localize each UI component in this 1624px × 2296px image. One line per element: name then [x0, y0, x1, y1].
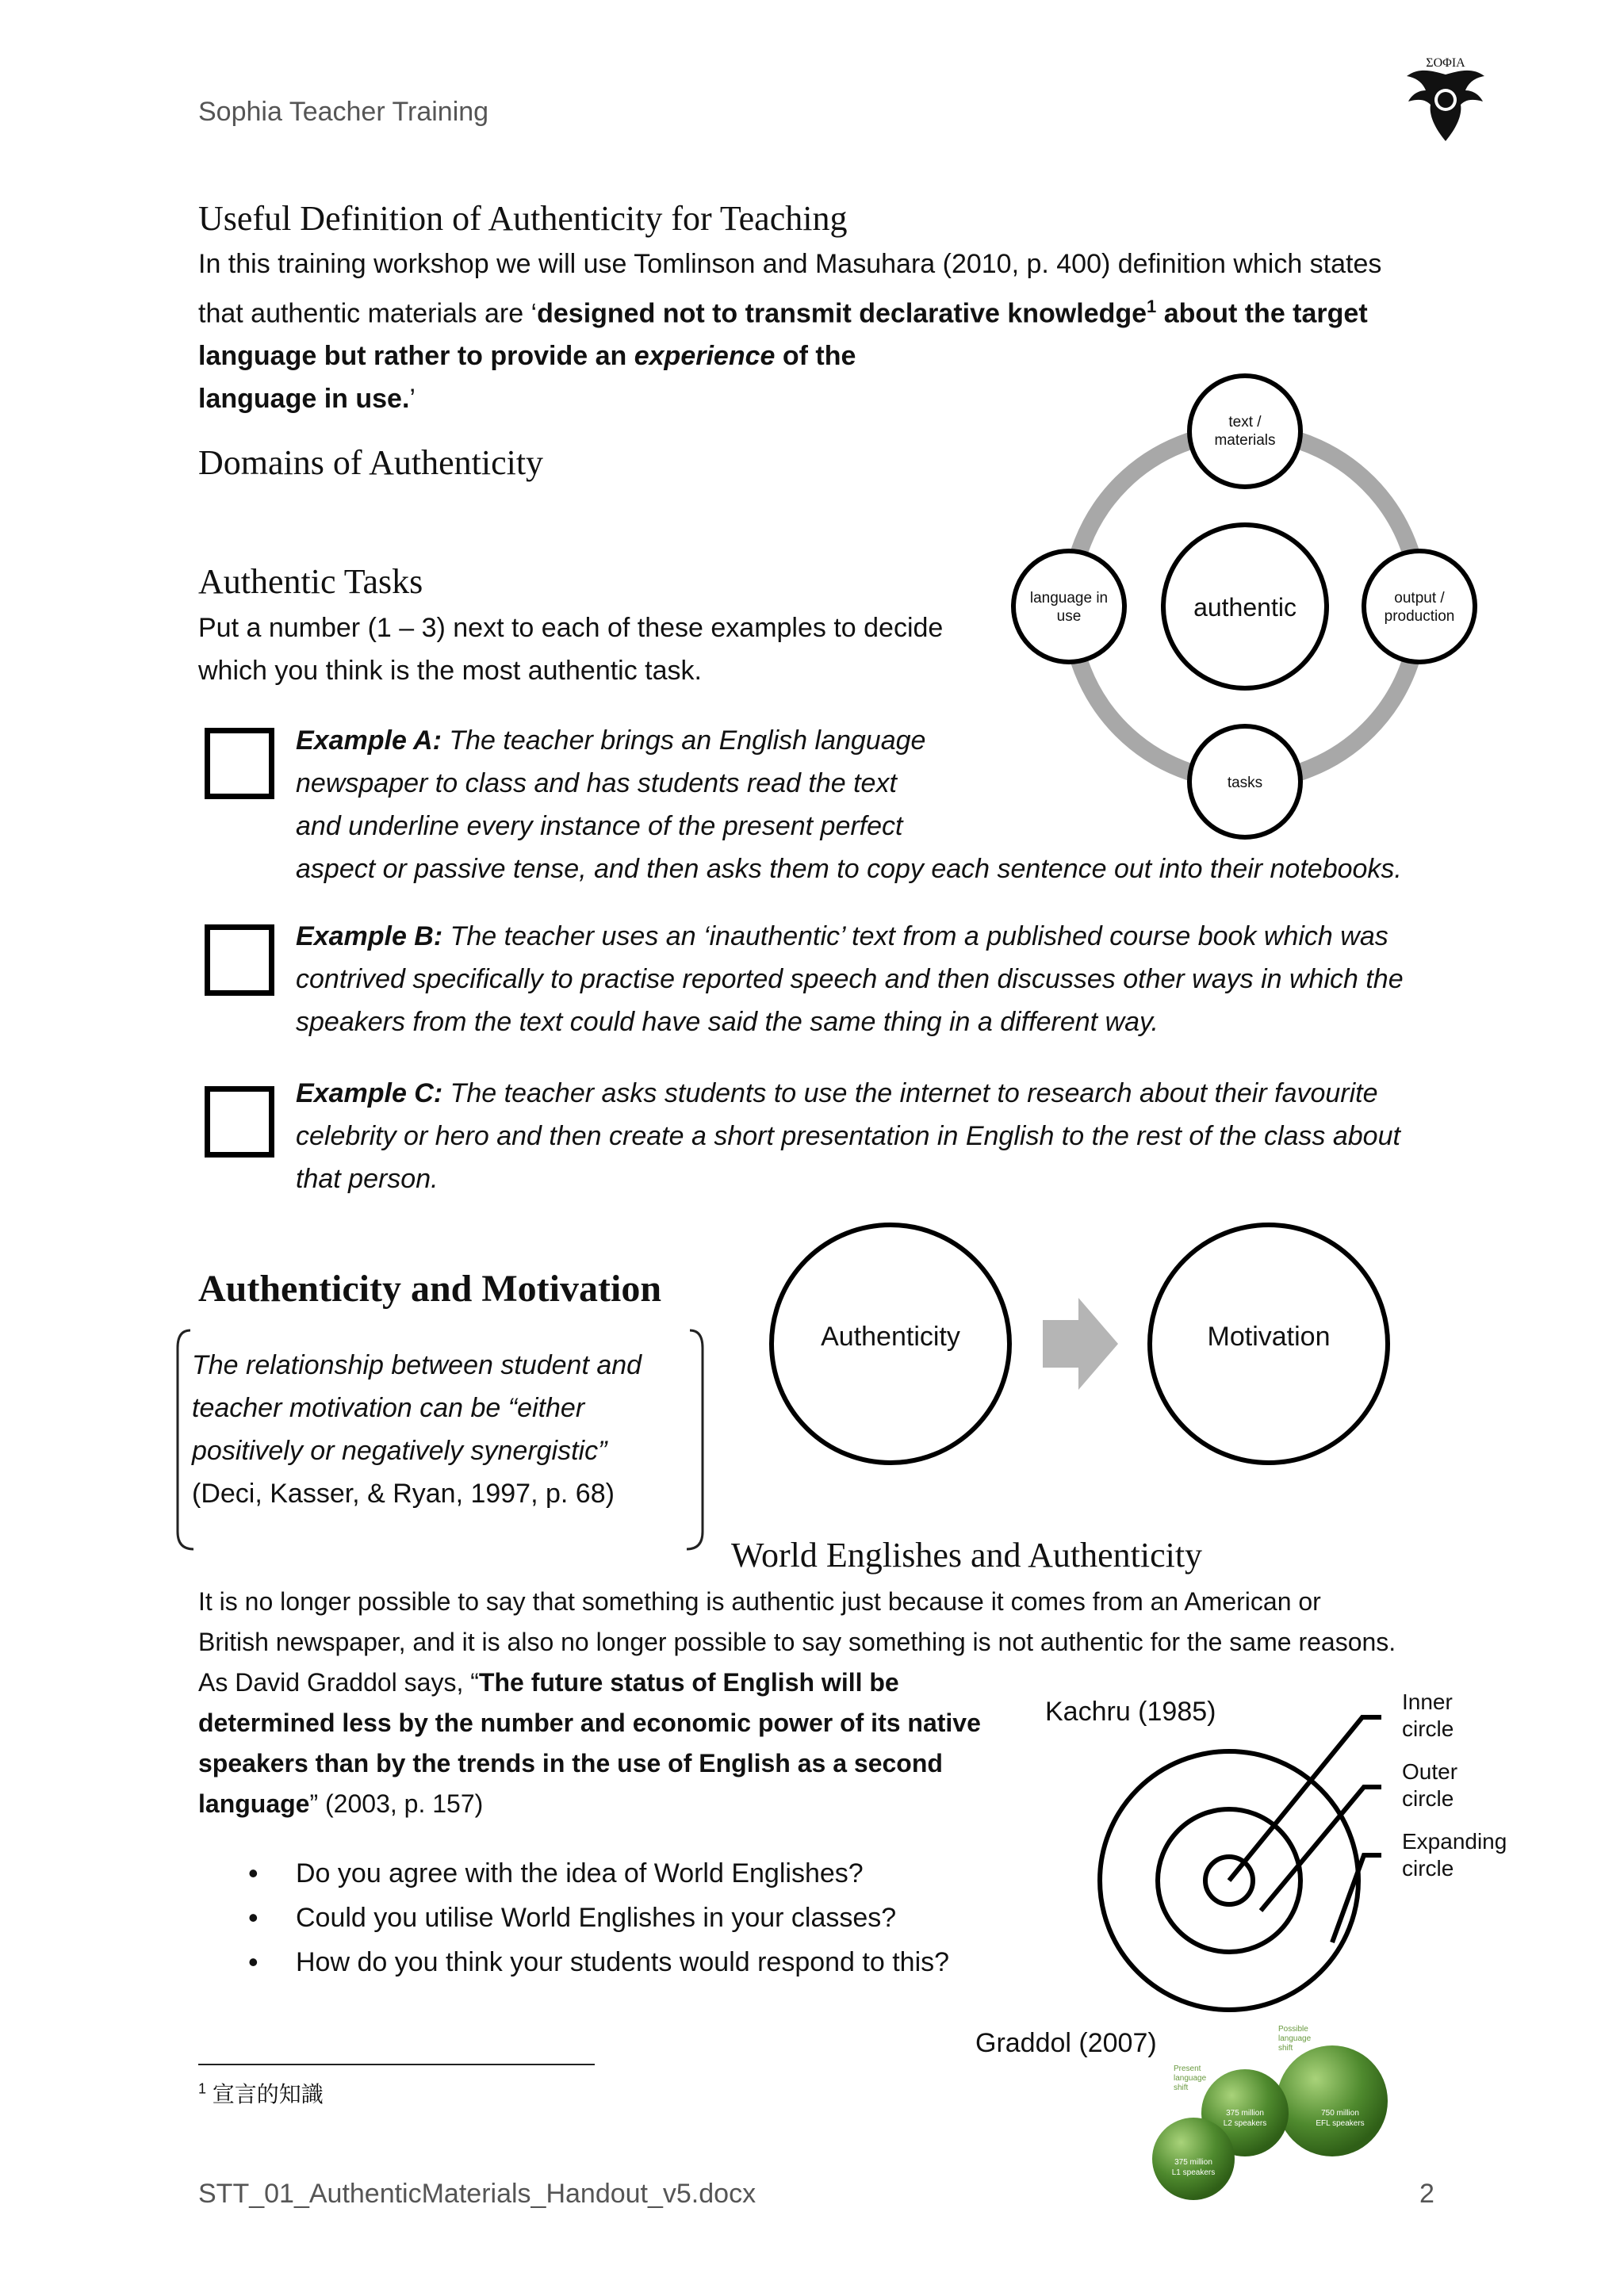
expanding-circle-label: Expanding circle [1402, 1829, 1507, 1881]
domain-right-circle [1364, 551, 1475, 662]
motivation-heading: Authenticity and Motivation [198, 1268, 662, 1310]
motivation-quote: The relationship between student and teacher motivation can be “either positively or negatively synergistic” (Deci, Kasser, & Ryan, 1997, p. 68) [192, 1344, 699, 1515]
svg-text:375 million: 375 million [1174, 2158, 1212, 2167]
domain-left-label-2: use [1056, 608, 1082, 625]
motivation-circle-label: Motivation [1207, 1322, 1331, 1352]
footnote-text: 宣言的知識 [212, 2083, 324, 2107]
example-c: Example C: The teacher asks students to use the internet to research about their favourite celebrity or hero and then create a short presentation in English to the rest of the class about that person. [296, 1078, 1400, 1194]
svg-text:shift: shift [1278, 2044, 1293, 2053]
sophia-logo [1402, 51, 1489, 144]
discussion-questions [296, 1851, 1089, 1984]
example-a-checkbox[interactable] [205, 728, 274, 799]
footnote [198, 2077, 324, 2109]
domain-right-label-1: output / [1394, 590, 1445, 607]
footnote-separator [198, 2064, 595, 2065]
example-a: Example A: The teacher brings an English language newspaper to class and has students read the text and underline every instance of the present perfect aspect or passive tense, and then asks them to copy each sentence out into their notebooks. [296, 725, 1402, 884]
graddol-label: Graddol (2007) [975, 2028, 1157, 2058]
domain-right-label-2: production [1384, 608, 1455, 625]
world-englishes-paragraph: It is no longer possible to say that something is authentic just because it comes from an American or British newspaper, and it is also no longer possible to say something is not authentic for the same reasons. [198, 1587, 1396, 1656]
authenticity-circle-label: Authenticity [821, 1322, 960, 1352]
svg-text:L2 speakers: L2 speakers [1223, 2119, 1267, 2128]
example-b-checkbox[interactable] [205, 924, 274, 996]
svg-text:language: language [1174, 2074, 1207, 2083]
list-item: • How do you think your students would respond to this? [296, 1940, 1089, 1984]
definition-line-3: language but rather to provide an experience of the [198, 341, 856, 372]
arrow-right-icon [1043, 1298, 1118, 1390]
logo-text: ΣΟΦΙΑ [1426, 56, 1465, 70]
list-item: • Do you agree with the idea of World Englishes? [296, 1851, 1089, 1896]
tasks-instruction: Put a number (1 – 3) next to each of these examples to decide which you think is the most authentic task. [198, 613, 944, 686]
graddol-quote: As David Graddol says, “The future status of English will be determined less by the number and economic power of its native speakers than by the trends in the use of English as a second language” (2003, p. 157) [198, 1668, 981, 1818]
graddol-spheres-diagram [1142, 2014, 1396, 2204]
svg-text:shift: shift [1174, 2084, 1189, 2092]
footer-filename: STT_01_AuthenticMaterials_Handout_v5.docx [198, 2179, 756, 2209]
footnote-number: 1 [198, 2080, 207, 2097]
svg-text:L1 speakers: L1 speakers [1171, 2168, 1216, 2177]
svg-text:Possible: Possible [1278, 2025, 1308, 2034]
domain-left-circle [1013, 551, 1124, 662]
list-item: • Could you utilise World Englishes in your classes? [296, 1896, 1089, 1940]
efl-sphere [1277, 2045, 1388, 2156]
domain-top-label-1: text / [1228, 414, 1262, 430]
definition-line-2: that authentic materials are ‘designed not to transmit declarative knowledge$^1$ about the target [198, 297, 1368, 329]
example-b: Example B: The teacher uses an ‘inauthentic’ text from a published course book which was contrived specifically to practise reported speech and then discusses other ways in which the speakers from the text could have said the same thing in a different way. [296, 921, 1404, 1037]
domains-heading: Domains of Authenticity [198, 443, 544, 482]
svg-text:750 million: 750 million [1321, 2109, 1359, 2118]
footnote-reference: 1 [1147, 297, 1157, 316]
inner-circle-label: Inner circle [1402, 1689, 1454, 1741]
svg-text:EFL speakers: EFL speakers [1316, 2119, 1365, 2128]
example-c-checkbox[interactable] [205, 1086, 274, 1158]
svg-text:language: language [1278, 2034, 1312, 2043]
outer-circle-label: Outer circle [1402, 1759, 1458, 1811]
svg-text:375 million: 375 million [1226, 2109, 1264, 2118]
tasks-heading: Authentic Tasks [198, 562, 423, 601]
domain-top-circle [1189, 376, 1300, 487]
header-title: Sophia Teacher Training [198, 97, 489, 127]
definition-heading: Useful Definition of Authenticity for Teaching [198, 199, 848, 238]
domain-center-label: authentic [1193, 593, 1297, 622]
domain-bottom-label: tasks [1227, 775, 1263, 791]
domain-left-label-1: language in [1029, 590, 1109, 607]
kachru-label: Kachru (1985) [1045, 1697, 1216, 1727]
definition-line-1: In this training workshop we will use Tomlinson and Masuhara (2010, p. 400) definition which states [198, 249, 1382, 279]
motivation-citation: (Deci, Kasser, & Ryan, 1997, p. 68) [192, 1479, 615, 1509]
domain-top-label-2: materials [1214, 432, 1276, 449]
page-number: 2 [1419, 2179, 1434, 2209]
motivation-diagram [761, 1217, 1396, 1479]
definition-line-4: language in use.’ [198, 384, 416, 415]
world-englishes-heading: World Englishes and Authenticity [731, 1536, 1203, 1575]
svg-text:Present: Present [1174, 2064, 1201, 2073]
